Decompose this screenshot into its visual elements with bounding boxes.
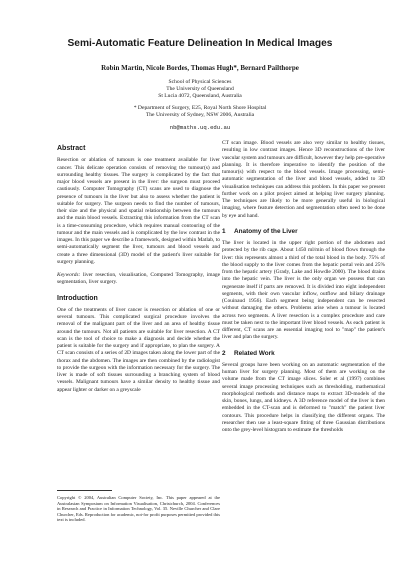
author-email[interactable]: nb@maths.uq.edu.au — [169, 124, 231, 131]
section-1-paragraph: The liver is located in the upper right portion of the abdomen and protected by the rib cage. About 1450 ml/min of blood flows through the liver: this represents almost a third of the total blood in the body. 75% of the blood supply to the liver comes from the hepatic portal vein and 25% from the hepatic artery (Grady, Lake and Howdle 2000). The blood drains into the hepatic vein. The liver is the only organ we possess that can regenerate itself if parts are removed. It is divided into eight independent segments, with their own vascular inflow, outflow and biliary drainage (Couinaud 1956). Each segment being independent can be resected without damaging the others. Problems arise when a tumour is located across two segments. A liver resection is a complex procedure and care must be taken next to the important liver blood vessels. As each patient is different, CT scans are an essential imaging tool to "map" the patient's liver and plan the surgery. — [222, 240, 385, 341]
footnote-rule — [57, 490, 112, 491]
affiliation-university: The University of Queensland — [166, 86, 234, 92]
intro-continued: CT scan image. Blood vessels are also very similar to healthy tissues, resulting in low contrast images. Hence 3D reconstructions of the liver vascular system and tumours are difficult, however they help pre-operative planning. It is therefore imperative to identify the position of the tumour(s) with respect to the blood vessels. Image processing, semi-automatic segmentation of the liver and blood vessels, added to 3D visualisation techniques can address this problem. In this paper we present further work on a pilot project aimed at helping liver surgery planning. The techniques are likely to be more generally useful in biological imaging, where feature detection and segmentation often need to be done by eye and hand. — [222, 140, 385, 219]
section-2-number: 2 — [222, 349, 226, 357]
abstract-heading: Abstract — [57, 145, 86, 152]
affiliation-school: School of Physical Sciences — [168, 79, 232, 85]
section-2-title: Related Work — [234, 349, 275, 357]
intro-paragraph: One of the treatments of liver cancer is resection or ablation of one or several tumours. This complicated surgical procedure involves the removal of the malignant part of the liver and an area of healthy tissue around the tumours. Not all patients are suitable for liver resection. A CT scan is the tool of choice to make a diagnosis and decide whether the patient is suitable for the surgery and if appropriate, to plan the surgery. A CT scan consists of a series of 2D images taken along the lower part of the thorax and the abdomen. The images are then combined by the radiologist to provide the surgeon with the information necessary for the surgery. The liver is made of soft tissues surrounding a branching system of blood vessels. Malignant tumours have a similar density to healthy tissue and appear lighter or darker on a greyscale — [57, 306, 220, 393]
affiliation-department: * Department of Surgery, E25, Royal North Shore Hospital — [133, 105, 267, 111]
right-column — [222, 140, 385, 550]
copyright-footnote: Copyright © 2004, Australian Computer Society, Inc. This paper appeared at the Australasian Symposium on Information Visualisation, Christchurch, 2004. Conferences in Research and Practice in Information Technology, Vol. 35. Neville Churcher and Clare Churcher, Eds. Reproduction for academic, not-for profit purposes permitted provided this text is included. — [57, 495, 220, 523]
section-1-heading — [222, 228, 385, 235]
section-2-paragraph: Several groups have been working on an automatic segmentation of the human liver for surgery planning. Most of them are working on the volume made from the CT image slices. Soler et al (1997) combines several image processing techniques such as thresholding, mathematical morphological methods and distance maps to extract 3D-models of the skin, bones, lungs, and kidneys. A 3D reference model of the liver is then embedded in the CT-scan and is deformed to "match" the patient liver contours. This procedure helps in classifying the different organs. The researcher then use a least-square fitting of three Gaussian distributions onto the grey-level histogram to estimate the thresholds — [222, 361, 385, 433]
section-1-number: 1 — [222, 227, 226, 235]
abstract-text: Resection or ablation of tumours is one treatment available for liver cancer. This delicate operation consists of removing the tumour(s) and surrounding healthy tissues. The surgery is complicated by the fact that major blood vessels are present in the liver: the surgeon must proceed cautiously. Computer Tomography (CT) scans are used to diagnose the presence of tumours in the liver but also to assess whether the patient is suitable for surgery. The surgeon needs to find the number of tumours, their size and the physical and spatial relationship between the tumours and the main blood vessels. Extracting this information from the CT scan is a time-consuming procedure, which requires manual contouring of the tumour and the main vessels and is complicated by the low contrast in the images. In this paper we describe a framework, designed within Matlab, to semi-automatically segment the liver, tumours and blood vessels and create a three dimensional (3D) model of the patient's liver suitable for surgery planning. — [57, 157, 220, 265]
section-2-heading — [222, 350, 385, 357]
paper-title: Semi-Automatic Feature Delineation In Medical Images — [67, 38, 333, 49]
section-1-title: Anatomy of the Liver — [234, 227, 298, 235]
keywords — [57, 272, 220, 287]
keywords-label: Keywords: — [57, 272, 81, 278]
affiliation-dept-university: The University of Sydney, NSW 2006, Australia — [145, 112, 255, 118]
paper-authors: Robin Martin, Nicole Bordes, Thomas Hugh*, Bernard Pailthorpe — [101, 64, 299, 72]
affiliation-address: St Lucia 4072, Queensland, Australia — [158, 93, 242, 99]
intro-heading: Introduction — [57, 294, 98, 302]
keywords-text: liver resection, visualisation, Computed Tomography, image segmentation, liver surgery. — [57, 272, 220, 286]
